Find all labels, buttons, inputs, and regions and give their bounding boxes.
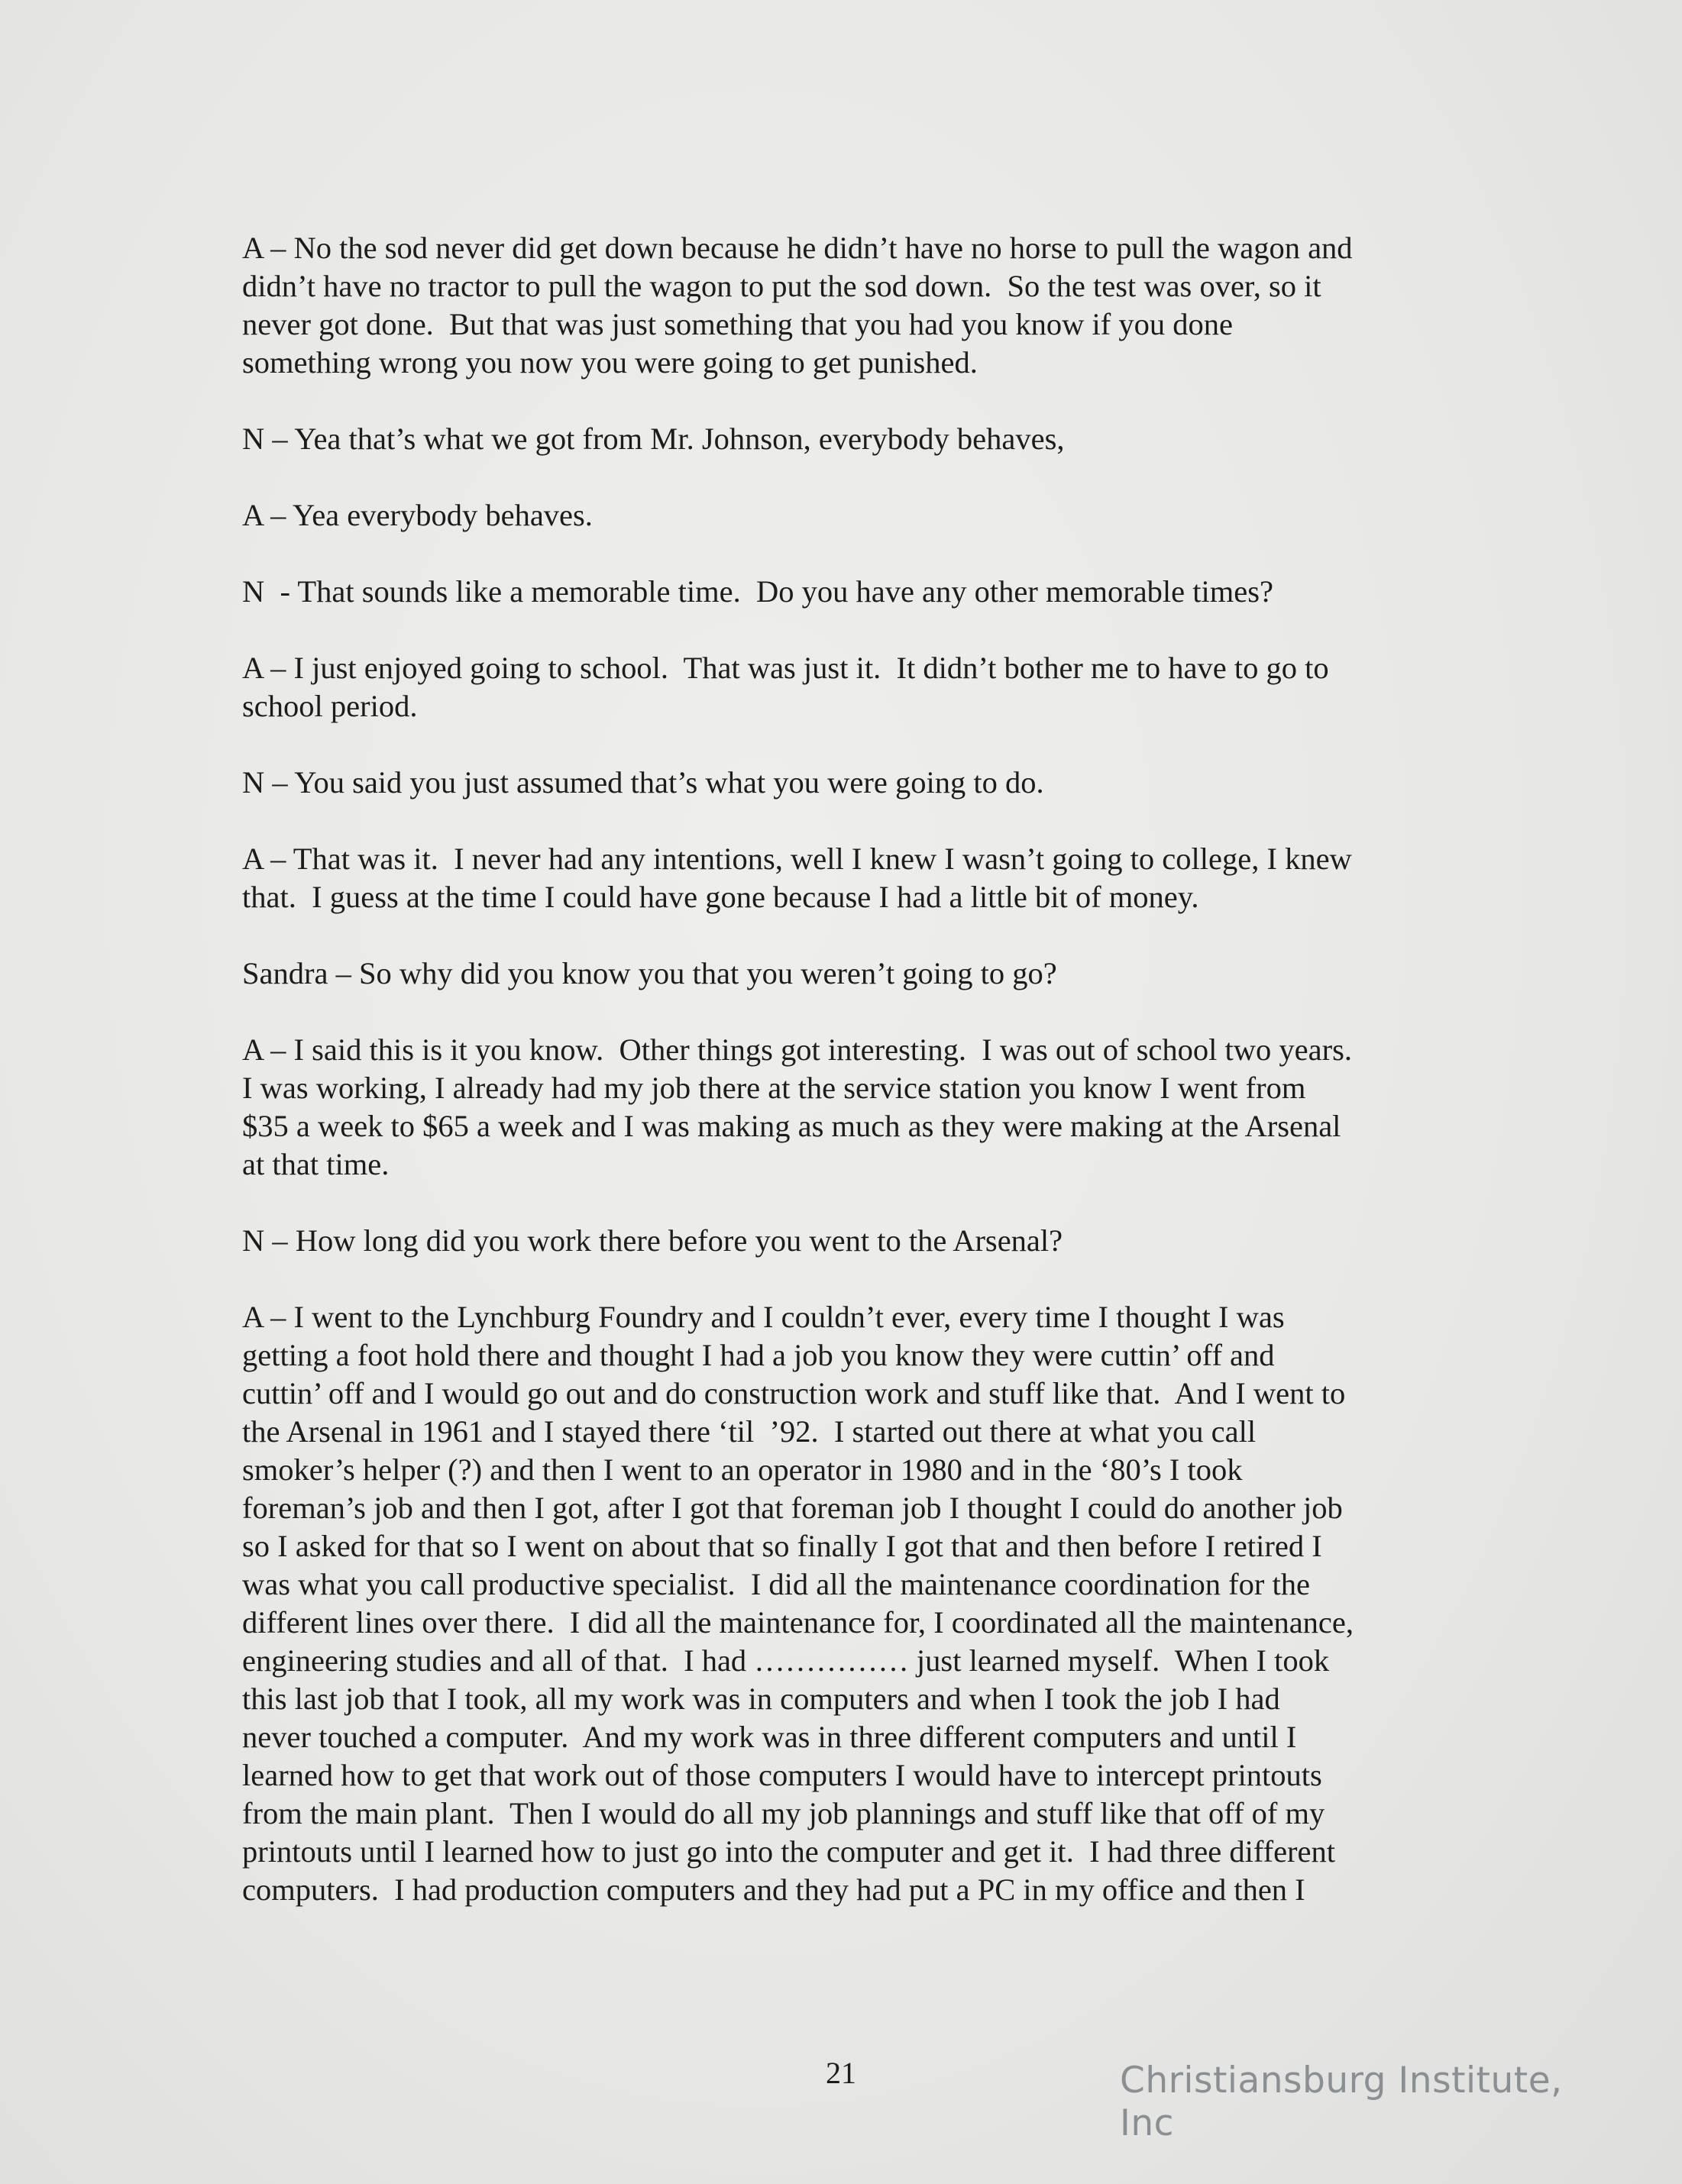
- transcript-line: N – You said you just assumed that’s what you were going to do.: [242, 765, 1044, 800]
- transcript-line: something wrong you now you were going to get punished.: [242, 345, 978, 380]
- transcript-paragraph: [242, 955, 1464, 993]
- transcript-paragraph: [242, 1298, 1464, 1909]
- transcript-line: the Arsenal in 1961 and I stayed there ‘til ’92. I started out there at what you call: [242, 1414, 1257, 1449]
- transcript-body: [242, 229, 1464, 1947]
- transcript-line: A – No the sod never did get down because he didn’t have no horse to pull the wagon and: [242, 231, 1353, 265]
- transcript-line: from the main plant. Then I would do all my job plannings and stuff like that off of my: [242, 1796, 1325, 1830]
- transcript-paragraph: [242, 496, 1464, 535]
- transcript-line: different lines over there. I did all the maintenance for, I coordinated all the maintenance,: [242, 1605, 1354, 1640]
- transcript-line: Sandra – So why did you know you that you weren’t going to go?: [242, 956, 1057, 990]
- transcript-paragraph: [242, 229, 1464, 382]
- transcript-line: this last job that I took, all my work was in computers and when I took the job I had: [242, 1682, 1280, 1716]
- transcript-line: didn’t have no tractor to pull the wagon to put the sod down. So the test was over, so it: [242, 269, 1321, 303]
- transcript-line: getting a foot hold there and thought I had a job you know they were cuttin’ off and: [242, 1338, 1275, 1372]
- transcript-line: A – That was it. I never had any intentions, well I knew I wasn’t going to college, I knew: [242, 842, 1352, 876]
- transcript-paragraph: [242, 1031, 1464, 1184]
- transcript-line: school period.: [242, 689, 418, 723]
- transcript-line: N – Yea that’s what we got from Mr. Johnson, everybody behaves,: [242, 422, 1065, 456]
- transcript-line: learned how to get that work out of those computers I would have to intercept printouts: [242, 1758, 1322, 1792]
- page-number: 21: [826, 2056, 856, 2090]
- transcript-line: was what you call productive specialist. I did all the maintenance coordination for the: [242, 1567, 1310, 1601]
- transcript-line: smoker’s helper (?) and then I went to an operator in 1980 and in the ‘80’s I took: [242, 1452, 1243, 1487]
- transcript-line: foreman’s job and then I got, after I got that foreman job I thought I could do another job: [242, 1491, 1343, 1525]
- transcript-line: cuttin’ off and I would go out and do construction work and stuff like that. And I went to: [242, 1376, 1346, 1410]
- transcript-line: at that time.: [242, 1147, 390, 1181]
- transcript-paragraph: [242, 1222, 1464, 1260]
- transcript-paragraph: [242, 840, 1464, 916]
- transcript-line: N - That sounds like a memorable time. Do you have any other memorable times?: [242, 574, 1274, 609]
- transcript-line: never touched a computer. And my work was in three different computers and until I: [242, 1720, 1297, 1754]
- transcript-line: N – How long did you work there before you went to the Arsenal?: [242, 1223, 1063, 1258]
- transcript-line: so I asked for that so I went on about that so finally I got that and then before I retired I: [242, 1529, 1322, 1563]
- transcript-paragraph: [242, 649, 1464, 725]
- transcript-line: never got done. But that was just something that you had you know if you done: [242, 307, 1233, 341]
- transcript-line: A – I just enjoyed going to school. That was just it. It didn’t bother me to have to go to: [242, 651, 1329, 685]
- transcript-line: printouts until I learned how to just go into the computer and get it. I had three different: [242, 1834, 1336, 1869]
- transcript-line: computers. I had production computers and they had put a PC in my office and then I: [242, 1872, 1305, 1907]
- transcript-line: A – Yea everybody behaves.: [242, 498, 593, 532]
- transcript-line: engineering studies and all of that. I had …………… just learned myself. When I took: [242, 1643, 1330, 1678]
- transcript-line: $35 a week to $65 a week and I was making as much as they were making at the Arsenal: [242, 1109, 1341, 1143]
- transcript-paragraph: [242, 420, 1464, 458]
- transcript-line: A – I said this is it you know. Other things got interesting. I was out of school two years.: [242, 1032, 1352, 1067]
- transcript-paragraph: [242, 764, 1464, 802]
- watermark: Christiansburg Institute, Inc: [1120, 2060, 1563, 2144]
- transcript-line: A – I went to the Lynchburg Foundry and I couldn’t ever, every time I thought I was: [242, 1300, 1285, 1334]
- transcript-line: that. I guess at the time I could have gone because I had a little bit of money.: [242, 880, 1199, 914]
- transcript-line: I was working, I already had my job there at the service station you know I went from: [242, 1071, 1306, 1105]
- transcript-paragraph: [242, 573, 1464, 611]
